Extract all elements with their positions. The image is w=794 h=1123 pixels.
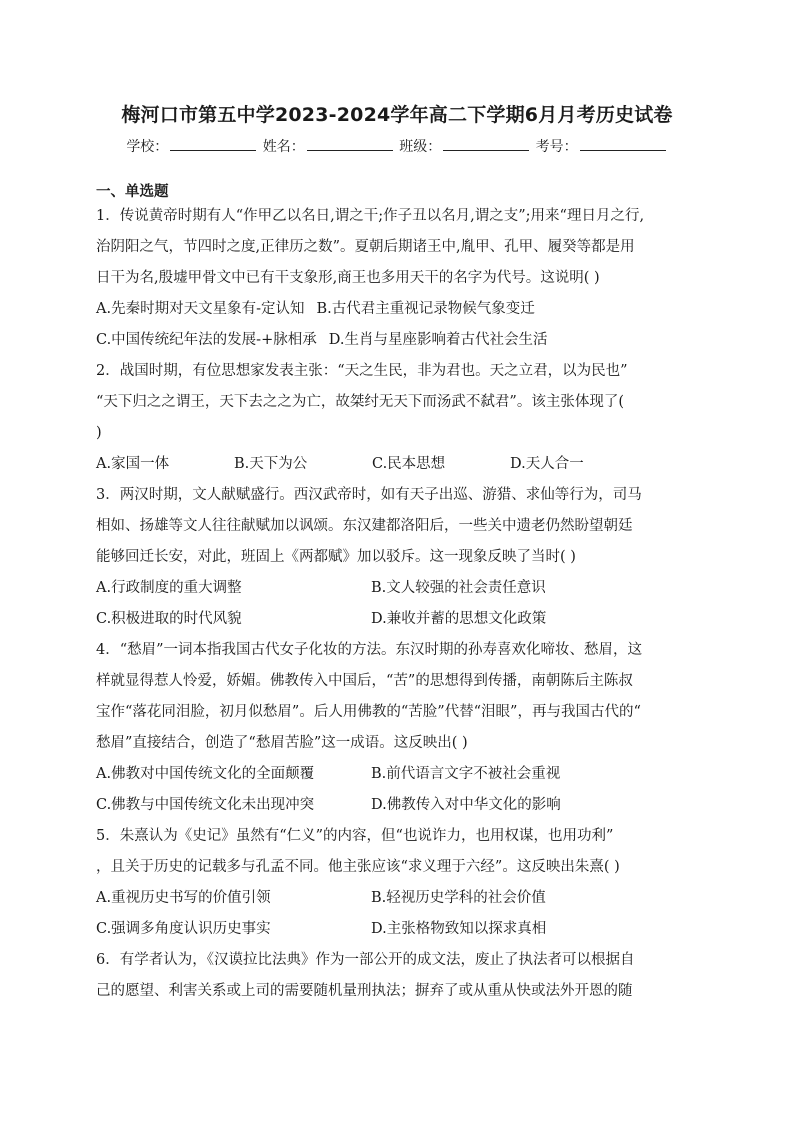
option-row (96, 325, 696, 356)
option-c[interactable]: C.积极进取的时代风貌 (96, 611, 242, 627)
question-6 (96, 945, 696, 1007)
question-line: 5．朱熹认为《史记》虽然有“仁义”的内容，但“也说诈力，也用权谋，也用功利” (96, 828, 614, 844)
option-b[interactable]: B.古代君主重视记录物候气象变迁 (316, 301, 535, 317)
class-label: 班级： (399, 139, 442, 155)
option-c[interactable]: C.中国传统纪年法的发展-+脉相承 (96, 332, 317, 348)
exam-title: 梅河口市第五中学2023-2024学年高二下学期6月月考历史试卷 (121, 104, 673, 126)
question-line: 宝作“落花同泪脸，初月似愁眉”。后人用佛教的“苦脸”代替“泪眼”，再与我国古代的“ (96, 704, 641, 720)
name-label: 姓名： (262, 139, 305, 155)
option-d[interactable]: D.佛教传入对中华文化的影响 (371, 797, 561, 813)
question-line: 愁眉”直接结合，创造了“愁眉苦脸”这一成语。这反映出( ) (96, 735, 468, 751)
option-a[interactable]: A.重视历史书写的价值引领 (96, 890, 271, 906)
option-b[interactable]: B.天下为公 (234, 456, 308, 472)
option-row (96, 449, 696, 480)
option-row (96, 914, 696, 945)
question-line: 6．有学者认为，《汉谟拉比法典》作为一部公开的成文法，废止了执法者可以根据自 (96, 952, 635, 968)
option-row (96, 883, 696, 914)
option-d[interactable]: D.生肖与星座影响着古代社会生活 (328, 332, 548, 348)
question-line: 2．战国时期，有位思想家发表主张：“天之生民，非为君也。天之立君，以为民也” (96, 363, 628, 379)
option-d[interactable]: D.主张格物致知以探求真相 (371, 921, 547, 937)
option-a[interactable]: A.家国一体 (96, 456, 170, 472)
option-c[interactable]: C.强调多角度认识历史事实 (96, 921, 271, 937)
question-line: 4．“愁眉”一词本指我国古代女子化妆的方法。东汉时期的孙寿喜欢化啼妆、愁眉，这 (96, 642, 643, 658)
question-line: 相如、扬雄等文人往往献赋加以讽颂。东汉建都洛阳后，一些关中遗老仍然盼望朝廷 (96, 518, 633, 534)
question-line: ，且关于历史的记载多与孔孟不同。他主张应该“求义理于六经”。这反映出朱熹( ) (96, 859, 620, 875)
question-line: 3．两汉时期，文人献赋盛行。西汉武帝时，如有天子出巡、游猎、求仙等行为，司马 (96, 487, 642, 503)
option-row (96, 790, 696, 821)
option-row (96, 604, 696, 635)
option-row (96, 294, 696, 325)
question-line: 治阴阳之气，节四时之度,正律历之数”。夏朝后期诸王中,胤甲、孔甲、履癸等都是用 (96, 239, 635, 255)
question-line: ) (96, 425, 102, 441)
question-line: 日干为名,殷墟甲骨文中已有干支象形,商王也多用天干的名字为代号。这说明( ) (96, 270, 600, 286)
question-1 (96, 201, 696, 356)
number-label: 考号： (535, 139, 578, 155)
option-row (96, 759, 696, 790)
question-2 (96, 356, 696, 480)
option-d[interactable]: D.兼收并蓄的思想文化政策 (371, 611, 547, 627)
question-line: 样就显得惹人怜爱，娇媚。佛教传入中国后，“苦”的思想得到传播，南朝陈后主陈叔 (96, 673, 633, 689)
option-c[interactable]: C.佛教与中国传统文化未出现冲突 (96, 797, 315, 813)
name-blank[interactable] (307, 136, 393, 151)
school-label: 学校： (126, 139, 169, 155)
option-a[interactable]: A.行政制度的重大调整 (96, 580, 242, 596)
option-b[interactable]: B.前代语言文字不被社会重视 (371, 766, 561, 782)
option-a[interactable]: A.佛教对中国传统文化的全面颠覆 (96, 766, 315, 782)
school-blank[interactable] (170, 136, 256, 151)
question-line: 1．传说黄帝时期有人“作甲乙以名日,谓之干;作子丑以名月,谓之支”;用来“理日月之行, (96, 208, 645, 224)
question-line: 能够回迁长安，对此，班固上《两都赋》加以驳斥。这一现象反映了当时( ) (96, 549, 576, 565)
question-4 (96, 635, 696, 821)
question-5 (96, 821, 696, 945)
question-3 (96, 480, 696, 635)
option-b[interactable]: B.文人较强的社会责任意识 (371, 580, 546, 596)
option-row (96, 573, 696, 604)
question-line: “天下归之之谓王，天下去之之为亡，故桀纣无天下而汤武不弑君”。该主张体现了( (96, 394, 624, 410)
class-blank[interactable] (443, 136, 529, 151)
number-blank[interactable] (580, 136, 666, 151)
student-info-row (0, 136, 794, 156)
option-d[interactable]: D.天人合一 (510, 456, 584, 472)
option-a[interactable]: A.先秦时期对天文星象有-定认知 (96, 301, 305, 317)
question-line: 己的愿望、利害关系或上司的需要随机量刑执法；摒弃了或从重从快或法外开恩的随 (96, 983, 633, 999)
question-list (96, 201, 696, 1007)
option-b[interactable]: B.轻视历史学科的社会价值 (371, 890, 546, 906)
section-heading: 一、单选题 (96, 184, 169, 200)
option-c[interactable]: C.民本思想 (372, 456, 446, 472)
